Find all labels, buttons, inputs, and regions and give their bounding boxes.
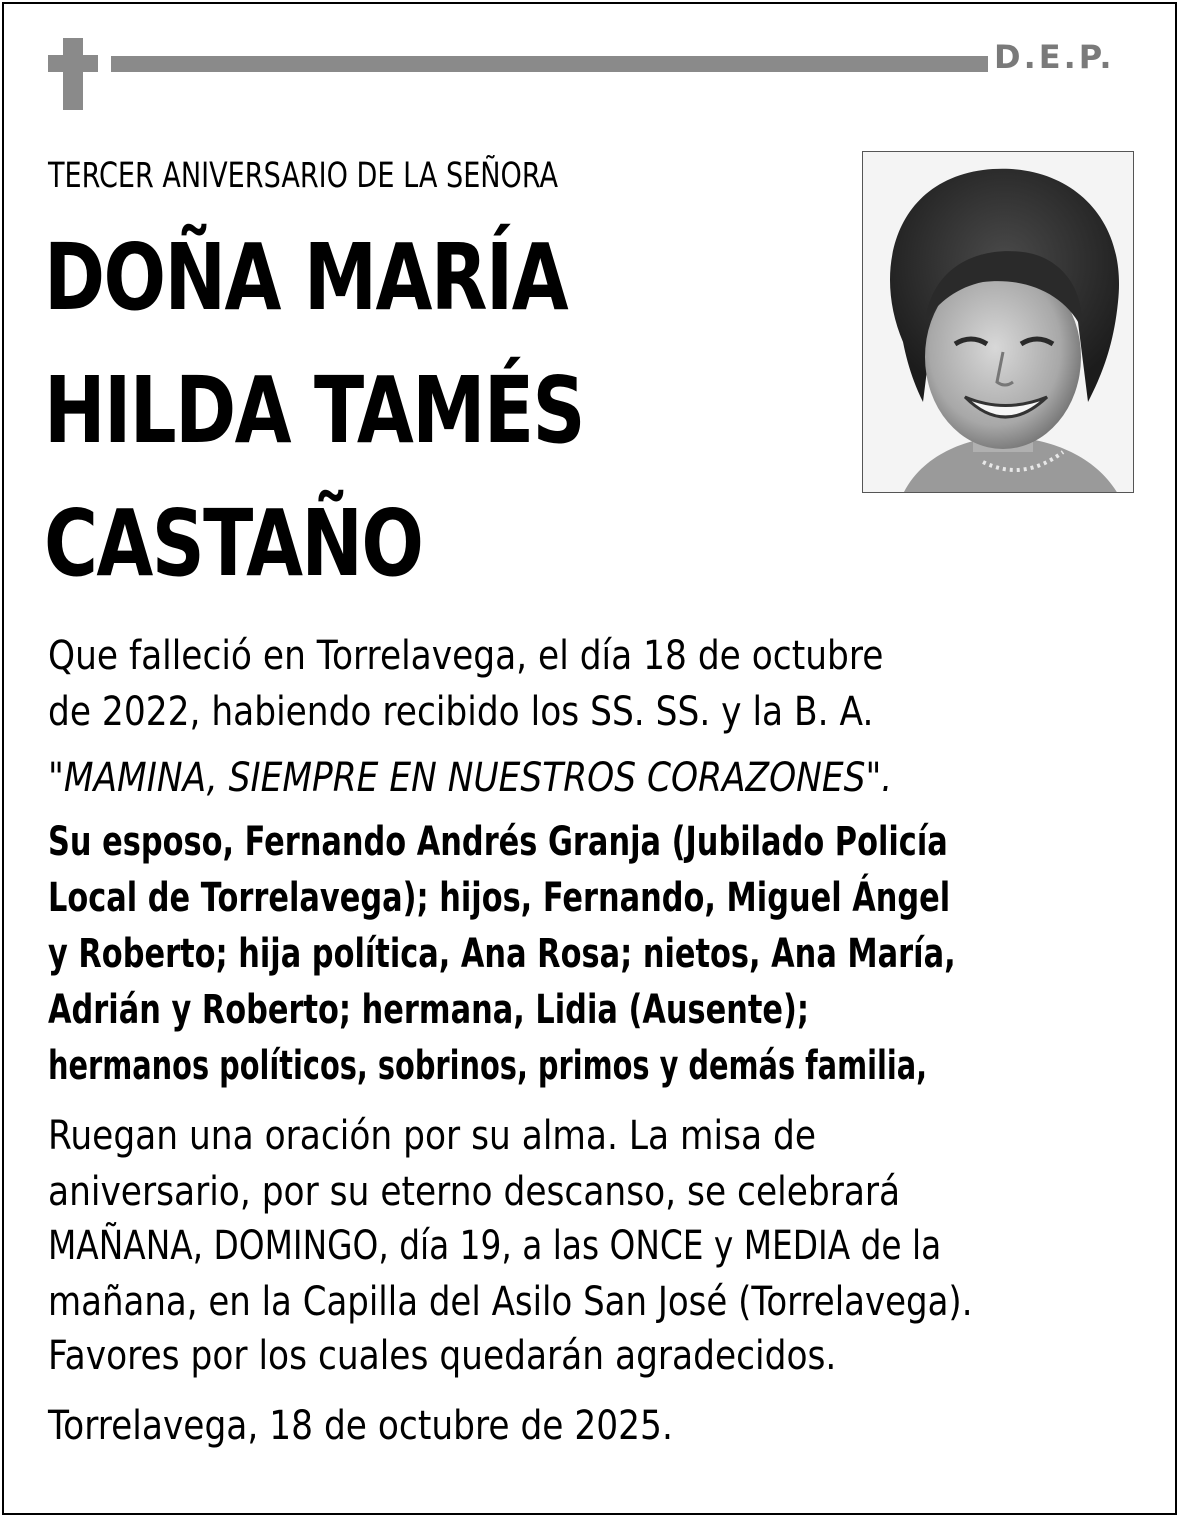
family-line-1: Su esposo, Fernando Andrés Granja (Jubilado Policía (48, 819, 948, 865)
death-line-1: Que falleció en Torrelavega, el día 18 de octubre (48, 633, 884, 679)
name-line-3: CASTAÑO (44, 490, 423, 597)
name-line-2: HILDA TAMÉS (44, 357, 584, 464)
portrait-photo (862, 151, 1134, 493)
mass-line-3: MAÑANA, DOMINGO, día 19, a las ONCE y MEDIA de la (48, 1223, 942, 1269)
portrait-image (863, 152, 1134, 493)
place-date: Torrelavega, 18 de octubre de 2025. (48, 1403, 673, 1449)
cross-icon-bar (48, 55, 98, 72)
family-line-3: y Roberto; hija política, Ana Rosa; nietos, Ana María, (48, 931, 956, 977)
mass-line-1: Ruegan una oración por su alma. La misa de (48, 1113, 817, 1159)
header-rule (111, 56, 988, 72)
subtitle: TERCER ANIVERSARIO DE LA SEÑORA (48, 156, 558, 196)
quote: "MAMINA, SIEMPRE EN NUESTROS CORAZONES". (48, 755, 893, 801)
cross-icon (63, 38, 83, 110)
mass-line-5: Favores por los cuales quedarán agradecidos. (48, 1333, 837, 1379)
mass-line-4: mañana, en la Capilla del Asilo San José (Torrelavega). (48, 1279, 973, 1325)
mass-line-2: aniversario, por su eterno descanso, se celebrará (48, 1169, 901, 1215)
family-line-4: Adrián y Roberto; hermana, Lidia (Ausente); (48, 987, 810, 1033)
family-line-2: Local de Torrelavega); hijos, Fernando, Miguel Ángel (48, 875, 951, 921)
dep-label: D.E.P. (994, 38, 1115, 76)
name-line-1: DOÑA MARÍA (44, 224, 568, 331)
family-line-5: hermanos políticos, sobrinos, primos y demás familia, (48, 1043, 928, 1089)
death-line-2: de 2022, habiendo recibido los SS. SS. y la B. A. (48, 689, 874, 735)
